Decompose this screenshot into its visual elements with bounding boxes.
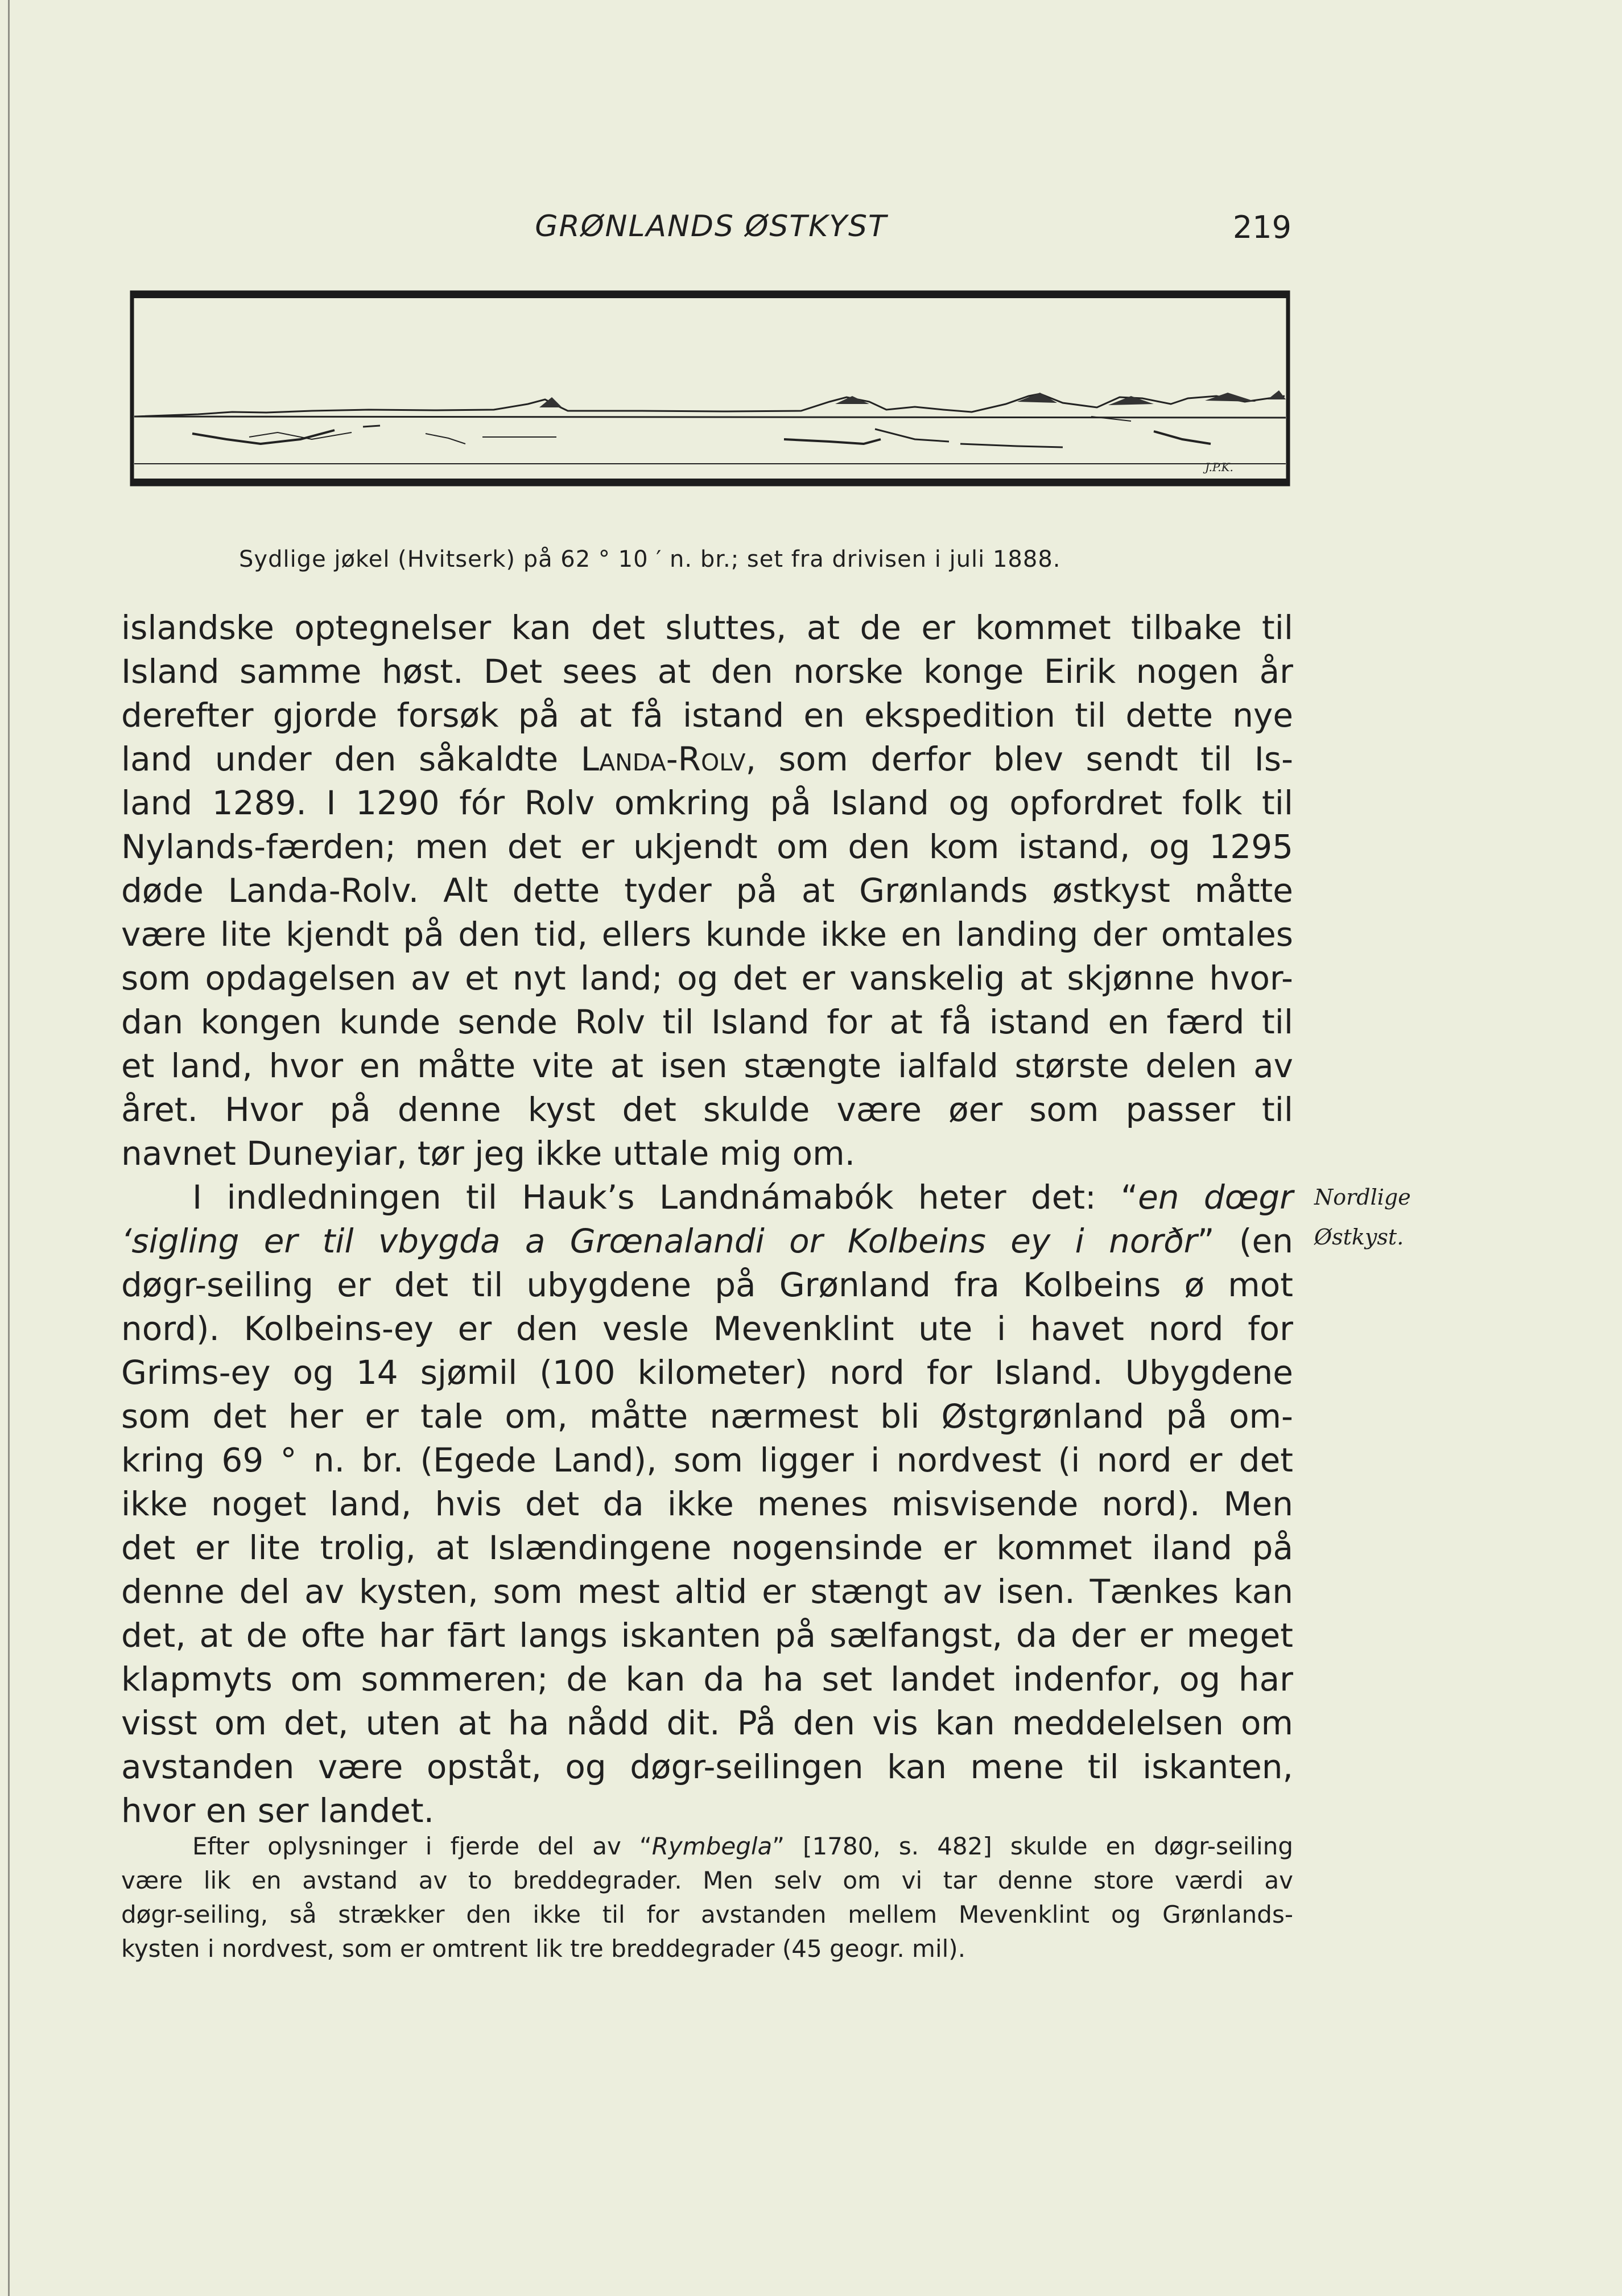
text-segment: ” (en xyxy=(1197,1222,1293,1260)
footnote-line xyxy=(121,1829,1293,1864)
italic-title: Rymbegla xyxy=(651,1832,773,1860)
text-line: klapmyts om sommeren; de kan da ha set landet indenfor, og har xyxy=(121,1660,1293,1699)
text-line: dan kongen kunde sende Rolv til Island for at få istand en færd til xyxy=(121,1003,1293,1041)
text-line xyxy=(121,1176,1293,1219)
footnote-line: døgr-seiling, så strækker den ikke til for avstanden mellem Mevenklint og Grønlands- xyxy=(121,1901,1293,1928)
text-line: være lite kjendt på den tid, ellers kunde ikke en landing der omtales xyxy=(121,915,1293,954)
text-line: kring 69 ° n. br. (Egede Land), som ligger i nordvest (i nord er det xyxy=(121,1441,1293,1479)
italic-quote: ‘sigling er til vbygda a Grœnalandi or Kolbeins ey i norðr xyxy=(121,1222,1198,1260)
text-line: året. Hvor på denne kyst det skulde være øer som passer til xyxy=(121,1090,1293,1129)
page-edge xyxy=(8,0,10,2296)
margin-note: Nordlige xyxy=(1314,1185,1411,1210)
small-caps-name: Landa-Rolv xyxy=(580,740,746,778)
footnote-line: være lik en avstand av to breddegrader. Men selv om vi tar denne store værdi av xyxy=(121,1866,1293,1894)
footnote-line: kysten i nordvest, som er omtrent lik tre breddegrader (45 geogr. mil). xyxy=(121,1935,966,1963)
page-header xyxy=(119,209,1303,255)
text-line: visst om det, uten at ha nådd dit. På den vis kan meddelelsen om xyxy=(121,1704,1293,1742)
page-number: 219 xyxy=(1232,209,1291,245)
coastline-illustration xyxy=(130,290,1290,487)
text-segment: I indledningen til Hauk’s Landnámabók heter det: “ xyxy=(192,1178,1138,1217)
text-line: det er lite trolig, at Islændingene nogensinde er kommet iland på xyxy=(121,1528,1293,1567)
text-line: derefter gjorde forsøk på at få istand en ekspedition til dette nye xyxy=(121,696,1293,735)
text-line: Nylands-færden; men det er ukjendt om den kom istand, og 1295 xyxy=(121,827,1293,866)
figure-signature: J.P.K. xyxy=(1205,460,1233,474)
text-line: som opdagelsen av et nyt land; og det er vanskelig at skjønne hvor- xyxy=(121,959,1293,997)
text-line: som det her er tale om, måtte nærmest bli Østgrønland på om- xyxy=(121,1397,1293,1436)
text-segment: ” [1780, s. 482] skulde en døgr-seiling xyxy=(772,1832,1293,1860)
text-line: døde Landa-Rolv. Alt dette tyder på at Grønlands østkyst måtte xyxy=(121,871,1293,910)
text-line: et land, hvor en måtte vite at isen stængte ialfald største delen av xyxy=(121,1046,1293,1085)
text-line xyxy=(121,737,1293,781)
text-segment: Efter oplysninger i fjerde del av “ xyxy=(192,1832,652,1860)
text-line: ikke noget land, hvis det da ikke menes misvisende nord). Men xyxy=(121,1485,1293,1523)
italic-quote: en dœgr xyxy=(1138,1178,1293,1217)
text-line: det, at de ofte har fārt langs iskanten på sælfangst, da der er meget xyxy=(121,1616,1293,1655)
text-line: Island samme høst. Det sees at den norske konge Eirik nogen år xyxy=(121,652,1293,691)
text-line: døgr-seiling er det til ubygdene på Grønland fra Kolbeins ø mot xyxy=(121,1266,1293,1304)
text-line: nord). Kolbeins-ey er den vesle Mevenklint ute i havet nord for xyxy=(121,1309,1293,1348)
text-line: denne del av kysten, som mest altid er stængt av isen. Tænkes kan xyxy=(121,1572,1293,1611)
text-line: Grims-ey og 14 sjømil (100 kilometer) nord for Island. Ubygdene xyxy=(121,1353,1293,1392)
text-line: hvor en ser landet. xyxy=(121,1791,435,1830)
margin-note: Østkyst. xyxy=(1314,1225,1404,1250)
figure-caption: Sydlige jøkel (Hvitserk) på 62 ° 10 ′ n. br.; set fra drivisen i juli 1888. xyxy=(239,546,1061,572)
text-line: navnet Duneyiar, tør jeg ikke uttale mig om. xyxy=(121,1134,856,1173)
text-line: islandske optegnelser kan det sluttes, at de er kommet tilbake til xyxy=(121,608,1293,647)
text-line: avstanden være opståt, og døgr-seilingen kan mene til iskanten, xyxy=(121,1747,1293,1786)
text-segment: , som derfor blev sendt til Is- xyxy=(745,740,1293,778)
text-line: land 1289. I 1290 fór Rolv omkring på Island og opfordret folk til xyxy=(121,784,1293,822)
body-text xyxy=(121,606,1293,1833)
footnote xyxy=(121,1829,1293,1966)
text-segment: land under den såkaldte xyxy=(121,740,581,778)
text-line xyxy=(121,1219,1293,1263)
running-title: GRØNLANDS ØSTKYST xyxy=(535,209,888,244)
